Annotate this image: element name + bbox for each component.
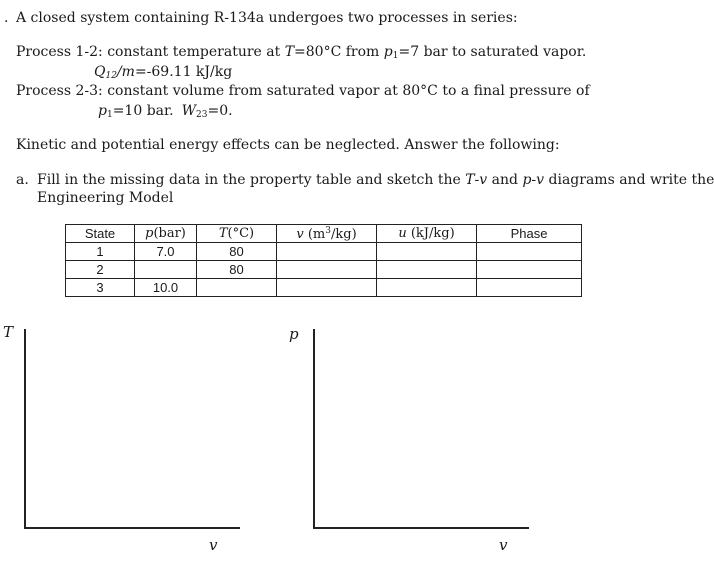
tv-x-axis	[24, 527, 240, 529]
header-v-exponent: 3	[325, 225, 331, 236]
cell-energy	[377, 261, 477, 279]
header-u-unit: (kJ/kg)	[406, 226, 455, 241]
tv-T: T	[465, 172, 475, 188]
header-energy	[377, 225, 477, 243]
cell-volume	[277, 243, 377, 261]
table-row	[66, 243, 582, 261]
cell-pressure	[135, 261, 197, 279]
final-pressure-value: =10 bar.	[112, 103, 174, 119]
final-pressure-symbol: p	[98, 103, 107, 119]
tv-x-axis-label: v	[209, 536, 218, 554]
pressure-subscript: 1	[392, 51, 399, 61]
header-state: State	[66, 225, 135, 243]
pv-x-axis-label: v	[499, 536, 508, 554]
process-23-label: Process 2-3: constant volume from saturated vapor at 80°C to a final pressure of	[16, 83, 590, 99]
heat-slash: /	[116, 64, 122, 80]
header-T-symbol: T	[218, 226, 228, 241]
table-row	[66, 261, 582, 279]
intro-bullet: .	[4, 10, 9, 26]
header-v-symbol: v	[296, 226, 304, 242]
cell-volume	[277, 261, 377, 279]
process-12-line	[16, 44, 586, 61]
cell-energy	[377, 243, 477, 261]
pv-p: p	[522, 172, 532, 188]
tv-y-axis-label: T	[3, 323, 14, 341]
cell-phase	[477, 243, 582, 261]
header-p-unit: (bar)	[153, 226, 186, 241]
part-a-marker: a.	[16, 172, 29, 188]
table-header-row	[66, 225, 582, 243]
process-12-heat	[94, 64, 232, 81]
tv-dash: -	[474, 172, 480, 188]
cell-state: 3	[66, 279, 135, 297]
pv-v: v	[536, 172, 545, 188]
intro-text: A closed system containing R-134a undergoes two processes in series:	[16, 10, 518, 26]
process-12-temperature: =80°C from	[294, 44, 384, 60]
cell-phase	[477, 279, 582, 297]
cell-pressure: 7.0	[135, 243, 197, 261]
header-temperature	[197, 225, 277, 243]
cell-temperature	[197, 279, 277, 297]
instruction-text: Kinetic and potential energy effects can be neglected. Answer the following:	[16, 137, 560, 153]
heat-symbol: Q	[94, 64, 106, 80]
part-a-line2: Engineering Model	[37, 190, 174, 206]
heat-subscript: 12	[105, 71, 117, 81]
header-pressure	[135, 225, 197, 243]
header-v-unit-end: /kg)	[330, 226, 357, 242]
cell-pressure: 10.0	[135, 279, 197, 297]
mass-symbol: m	[121, 64, 135, 80]
cell-volume	[277, 279, 377, 297]
part-a-text: Fill in the missing data in the property table and sketch the	[37, 172, 466, 188]
header-v-unit: (m	[303, 226, 326, 242]
pv-dash: -	[531, 172, 537, 188]
part-a-text-end: diagrams and write the	[544, 172, 714, 188]
process-12-pressure: =7 bar to saturated vapor.	[398, 44, 587, 60]
process-23-values	[98, 103, 233, 120]
cell-temperature: 80	[197, 243, 277, 261]
heat-value: =-69.11 kJ/kg	[134, 64, 233, 80]
temperature-symbol: T	[284, 44, 295, 60]
part-a-line1	[37, 172, 714, 188]
work-symbol: W	[181, 103, 197, 119]
header-volume	[277, 225, 377, 243]
cell-temperature: 80	[197, 261, 277, 279]
pressure-symbol: p	[383, 44, 393, 60]
header-T-unit: (°C)	[227, 226, 255, 241]
property-table	[65, 224, 582, 297]
header-u-symbol: u	[398, 226, 407, 241]
process-12-label: Process 1-2: constant temperature at	[16, 44, 285, 60]
final-pressure-subscript: 1	[106, 110, 113, 120]
cell-state: 1	[66, 243, 135, 261]
tv-v: v	[479, 172, 488, 188]
cell-state: 2	[66, 261, 135, 279]
header-phase: Phase	[477, 225, 582, 243]
pv-y-axis	[313, 329, 315, 529]
work-subscript: 23	[196, 110, 208, 120]
part-a-and: and	[487, 172, 523, 188]
header-p-symbol: p	[145, 226, 154, 241]
work-value: =0.	[207, 103, 233, 119]
table-row	[66, 279, 582, 297]
pv-y-axis-label: p	[289, 325, 299, 343]
pv-x-axis	[313, 527, 529, 529]
cell-energy	[377, 279, 477, 297]
cell-phase	[477, 261, 582, 279]
tv-y-axis	[24, 329, 26, 529]
